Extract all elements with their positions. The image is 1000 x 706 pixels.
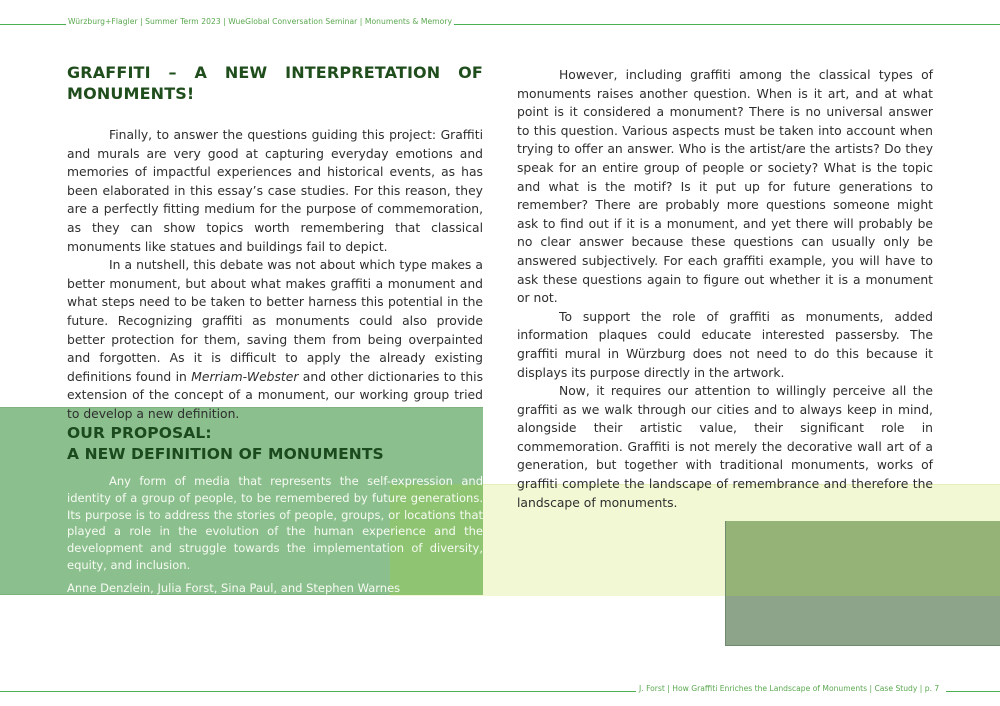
footer-rule-right (946, 691, 1000, 692)
running-header (0, 12, 1000, 28)
proposal-title (67, 423, 483, 465)
right-column (517, 66, 933, 512)
paragraph: However, including graffiti among the classical types of monuments raises another question. When is it art, and at what point is it considered a monument? There is no universal answer to this question. Various aspects must be taken into account when trying to offer an answer. Who is the artist/are the artists? Do they speak for an entire group of people or society? What is the topic and what is the motif? Is it put up for future generations to remember? There are probably more questions someone might ask to find out if it is a monument, and yet there will probably be no clear answer because these questions can usually only be answered subjectively. For each graffiti example, you will have to ask these questions again to figure out whether it is a monument or not. (517, 68, 933, 306)
header-rule-left (0, 24, 66, 25)
paragraph (67, 256, 483, 423)
paragraph: Now, it requires our attention to willingly perceive all the graffiti as we walk through our cities and to always keep in mind, alongside their artistic value, their significant role in commemoration. Graffiti is not merely the decorative wall art of a generation, but together with traditional monuments, works of graffiti complete the landscape of remembrance and therefore the landscape of monuments. (517, 384, 933, 510)
running-foot-text: J. Forst | How Graffiti Enriches the Landscape of Monuments | Case Study | p. 7 (639, 684, 940, 693)
paragraph-text: In a nutshell, this debate was not about which type makes a better monument, but about what makes graffiti a monument and what steps need to be taken to better harness this potential in the future. Recognizing graffiti as monuments could also provide better protection for them, saving them from being overpainted and forgotten. As it is difficult to apply the already existing definitions found in (67, 258, 483, 384)
header-rule-right (454, 24, 1000, 25)
running-footer (0, 679, 1000, 695)
footer-rule-left (0, 691, 636, 692)
dictionary-reference: Merriam-Webster (191, 369, 299, 384)
paragraph-text: and other dictionaries to this extension of the concept of a monument, our working group tried to develop a new definition. (67, 369, 484, 421)
paragraph: To support the role of graffiti as monuments, added information plaques could educate interested passersby. The graffiti mural in Würzburg does not need to do this because it displays its purpose directly in the artwork. (517, 309, 933, 380)
proposal-title-line-1: OUR PROPOSAL: (67, 424, 212, 442)
authors-line: Anne Denzlein, Julia Forst, Sina Paul, and Stephen Warnes (67, 580, 401, 595)
left-column (67, 62, 483, 424)
dark-overlap-block (726, 521, 1000, 596)
paragraph: Finally, to answer the questions guiding this project: Graffiti and murals are very good at capturing everyday emotions and memories of impactful experiences and historical events, as has been elaborated in this essay’s case studies. For this reason, they are a perfectly fitting medium for the purpose of commemoration, as they can show topics worth remembering that classical monuments like statues and buildings fail to depict. (67, 128, 483, 254)
running-head-text: Würzburg+Flagler | Summer Term 2023 | WueGlobal Conversation Seminar | Monuments & Memory (68, 17, 453, 26)
section-title: GRAFFITI – A NEW INTERPRETATION OF MONUMENTS! (67, 63, 483, 103)
definition-text: Any form of media that represents the self-expression and identity of a group of people, to be remembered by future generations. Its purpose is to address the stories of people, groups, or locations that played a role in the evolution of the human experience and the development and struggle towards the implementation of diversity, equity, and inclusion. (67, 474, 483, 572)
proposal-box (67, 423, 483, 597)
proposal-title-line-2: A NEW DEFINITION OF MONUMENTS (67, 445, 384, 463)
